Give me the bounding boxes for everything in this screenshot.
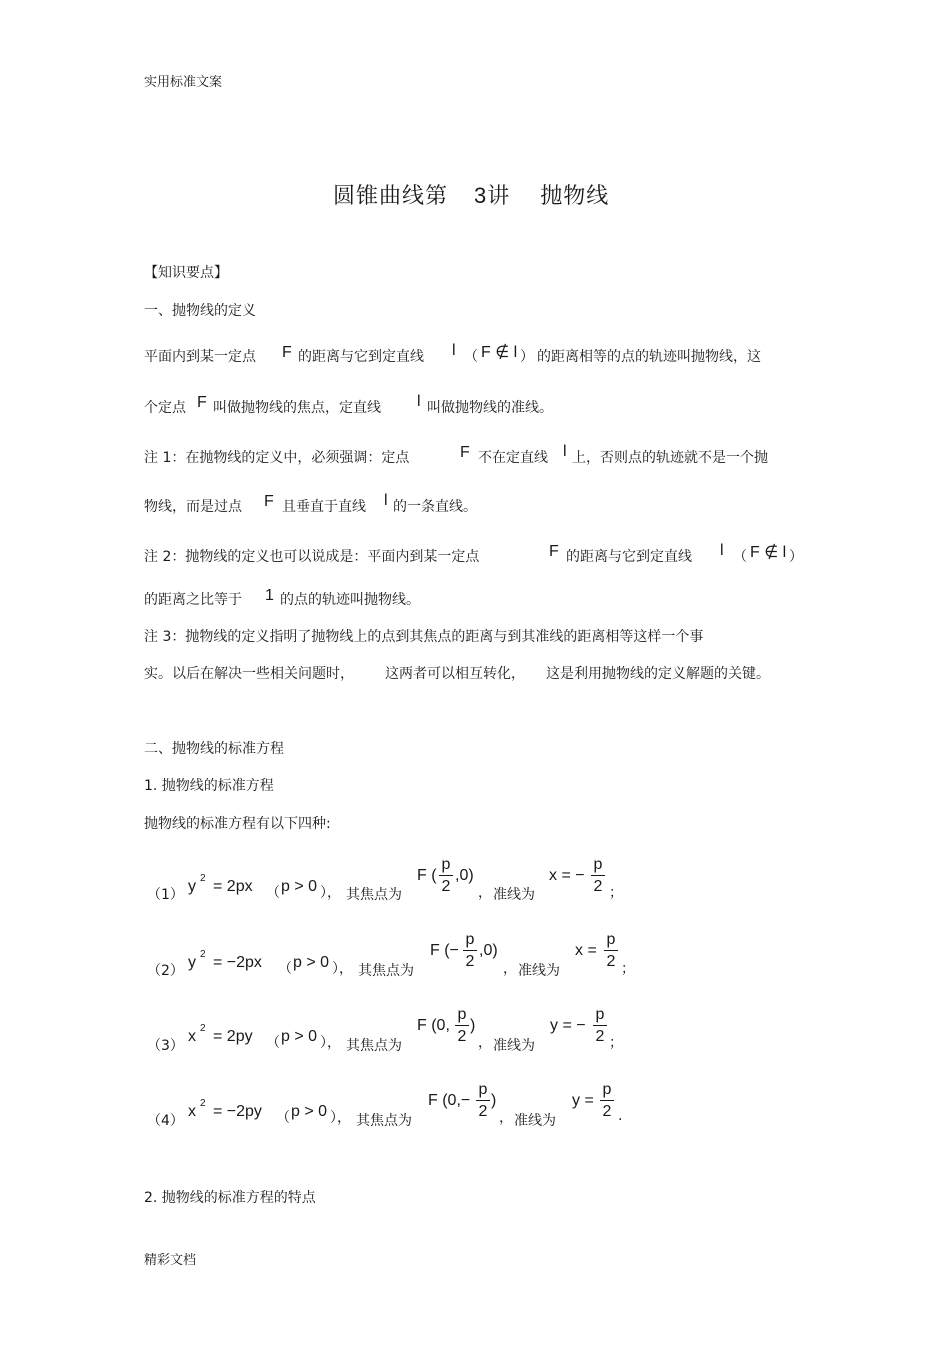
eq4-sup: 2: [200, 1098, 206, 1109]
eq4-dir-den: 2: [602, 1103, 612, 1120]
eq1-comma: ，: [478, 885, 492, 901]
eq3-dir-label: 准线为: [493, 1038, 535, 1054]
eq3-focus-bar: [455, 1025, 469, 1026]
eq2-focus-num: p: [465, 931, 475, 948]
eq4-rhs: = −2py: [213, 1103, 262, 1120]
eq1-lhs: y: [188, 878, 196, 895]
eq1-end: ；: [609, 885, 623, 901]
eq1-focus-pre: F (: [417, 867, 437, 884]
def-line1-paren-open: （: [464, 349, 478, 365]
section1-heading: 一、抛物线的定义: [144, 303, 256, 319]
eq1-rhs: = 2px: [213, 878, 253, 895]
eq2-rhs: = −2px: [213, 954, 262, 971]
eq4-focus-num: p: [478, 1081, 488, 1098]
eq3-focus-den: 2: [457, 1028, 467, 1045]
title-part2: 讲: [487, 184, 511, 209]
eq4-comma: ，: [499, 1110, 513, 1126]
section2-sub1: 1. 抛物线的标准方程: [144, 778, 274, 794]
note2-line2-b: 的点的轨迹叫抛物线。: [280, 592, 420, 608]
note2-line1-paren-open: （: [733, 549, 747, 565]
eq2-cond: p > 0: [293, 954, 330, 971]
eq4-focus-post: ): [491, 1092, 497, 1109]
eq3-comma: ，: [478, 1035, 492, 1051]
eq2-focus-post: ,0): [479, 942, 498, 959]
def-line1-a: 平面内到某一定点: [144, 349, 256, 365]
eq2-index: （2）: [147, 963, 184, 979]
knowledge-heading: 【知识要点】: [144, 265, 228, 281]
eq4-dir-num: p: [602, 1081, 612, 1098]
eq4-dir-label: 准线为: [514, 1113, 556, 1129]
def-line1-c: 的距离相等的点的轨迹叫抛物线，这: [537, 349, 761, 365]
note2-line2-one: 1: [265, 587, 274, 604]
title-num: 3: [474, 183, 488, 208]
title-part3: 抛物线: [540, 184, 610, 209]
eq2-end: ；: [621, 961, 635, 977]
eq4-end: .: [618, 1108, 623, 1124]
note1-line2-a: 物线，而是过点: [144, 499, 242, 515]
page-footer: 精彩文档: [144, 1253, 197, 1268]
note3-line2-b: 这两者可以相互转化，: [385, 666, 525, 682]
eq2-focus-label: 其焦点为: [358, 963, 414, 979]
def-line1-F: F: [282, 344, 292, 361]
note1-line2-l: l: [384, 492, 388, 509]
note3-line1: 注 3：抛物线的定义指明了抛物线上的点到其焦点的距离与到其准线的距离相等这样一个事: [144, 629, 704, 645]
eq1-cond: p > 0: [281, 878, 318, 895]
eq2-dir-lhs: x =: [575, 942, 597, 959]
eq1-dir-den: 2: [593, 878, 603, 895]
eq4-cond: p > 0: [291, 1103, 328, 1120]
note2-line1-l: l: [720, 542, 724, 559]
eq2-dir-num: p: [606, 931, 616, 948]
eq3-dir-den: 2: [595, 1028, 605, 1045]
note1-line2-F: F: [264, 493, 274, 510]
eq3-rhs: = 2py: [213, 1028, 253, 1045]
eq2-sup: 2: [200, 949, 206, 960]
def-line2-c: 叫做抛物线的准线。: [427, 400, 553, 416]
eq4-focus-label: 其焦点为: [356, 1113, 412, 1129]
def-line2-a: 个定点: [144, 400, 186, 416]
note1-line1-F: F: [460, 444, 470, 461]
note1-line1-a: 注 1：在抛物线的定义中，必须强调：定点: [144, 450, 410, 466]
eq1-focus-bar: [439, 875, 453, 876]
eq3-index: （3）: [147, 1038, 184, 1054]
eq2-comma: ，: [503, 961, 517, 977]
title-part1: 圆锥曲线第: [333, 184, 449, 209]
eq2-cond-close: ），: [332, 961, 353, 977]
eq1-focus-post: ,0): [455, 867, 474, 884]
eq3-dir-num: p: [595, 1006, 605, 1023]
eq4-cond-close: ），: [330, 1110, 351, 1126]
eq4-lhs: x: [188, 1103, 196, 1120]
eq3-focus-num: p: [457, 1006, 467, 1023]
eq1-cond-close: ），: [320, 885, 341, 901]
def-line1-b: 的距离与它到定直线: [298, 349, 424, 365]
section2-heading: 二、抛物线的标准方程: [144, 741, 284, 757]
eq1-focus-den: 2: [441, 878, 451, 895]
eq4-cond-open: （: [276, 1110, 290, 1126]
eq4-focus-pre: F (0,−: [428, 1092, 471, 1109]
section2-sub2: 2. 抛物线的标准方程的特点: [144, 1190, 316, 1206]
note3-line2-a: 实。以后在解决一些相关问题时，: [144, 666, 354, 682]
eq1-sup: 2: [200, 873, 206, 884]
note2-line1-b: 的距离与它到定直线: [566, 549, 692, 565]
eq3-dir-lhs: y = −: [550, 1017, 586, 1034]
eq2-cond-open: （: [278, 961, 292, 977]
eq2-dir-bar: [604, 950, 618, 951]
def-line2-l: l: [417, 393, 421, 410]
eq1-focus-label: 其焦点为: [346, 887, 402, 903]
section2-intro: 抛物线的标准方程有以下四种:: [144, 816, 331, 832]
eq4-dir-bar: [600, 1100, 614, 1101]
def-line2-F: F: [197, 394, 207, 411]
eq2-dir-label: 准线为: [518, 963, 560, 979]
eq2-focus-bar: [463, 950, 477, 951]
document-title: [333, 179, 609, 210]
eq2-focus-pre: F (−: [430, 942, 459, 959]
eq3-cond-open: （: [266, 1035, 280, 1051]
eq3-cond-close: ），: [320, 1035, 341, 1051]
eq1-dir-num: p: [593, 856, 603, 873]
eq3-lhs: x: [188, 1028, 196, 1045]
eq4-focus-bar: [476, 1100, 490, 1101]
note1-line1-c: 上，否则点的轨迹就不是一个抛: [572, 450, 768, 466]
note2-line1-F: F: [549, 543, 559, 560]
eq1-dir-lhs: x = −: [549, 867, 585, 884]
eq4-focus-den: 2: [478, 1103, 488, 1120]
eq1-focus-num: p: [441, 856, 451, 873]
note1-line1-b: 不在定直线: [478, 450, 548, 466]
eq2-focus-den: 2: [465, 953, 475, 970]
note2-line1-notin: F ∉ l: [750, 544, 787, 561]
eq1-index: （1）: [147, 887, 184, 903]
def-line2-b: 叫做抛物线的焦点，定直线: [213, 400, 381, 416]
page-header: 实用标准文案: [144, 75, 223, 90]
eq2-dir-den: 2: [606, 953, 616, 970]
eq2-lhs: y: [188, 954, 196, 971]
note3-line2-c: 这是利用抛物线的定义解题的关键。: [546, 666, 770, 682]
eq3-focus-label: 其焦点为: [346, 1038, 402, 1054]
note2-line1-paren-close: ）: [789, 549, 803, 565]
note1-line1-l: l: [563, 443, 567, 460]
note1-line2-c: 的一条直线。: [393, 499, 477, 515]
eq1-cond-open: （: [266, 885, 280, 901]
note1-line2-b: 且垂直于直线: [282, 499, 366, 515]
eq3-sup: 2: [200, 1023, 206, 1034]
eq1-dir-bar: [591, 875, 605, 876]
def-line1-notin: F ∉ l: [481, 344, 518, 361]
eq4-dir-lhs: y =: [572, 1092, 594, 1109]
eq3-end: ；: [609, 1035, 623, 1051]
note2-line2-a: 的距离之比等于: [144, 592, 242, 608]
note2-line1-a: 注 2：抛物线的定义也可以说成是：平面内到某一定点: [144, 549, 480, 565]
eq3-dir-bar: [593, 1025, 607, 1026]
def-line1-paren-close: ）: [520, 349, 534, 365]
def-line1-l: l: [452, 342, 456, 359]
eq3-focus-pre: F (0,: [417, 1017, 450, 1034]
eq1-dir-label: 准线为: [493, 887, 535, 903]
eq3-cond: p > 0: [281, 1028, 318, 1045]
eq4-index: （4）: [147, 1113, 184, 1129]
eq3-focus-post: ): [470, 1017, 476, 1034]
